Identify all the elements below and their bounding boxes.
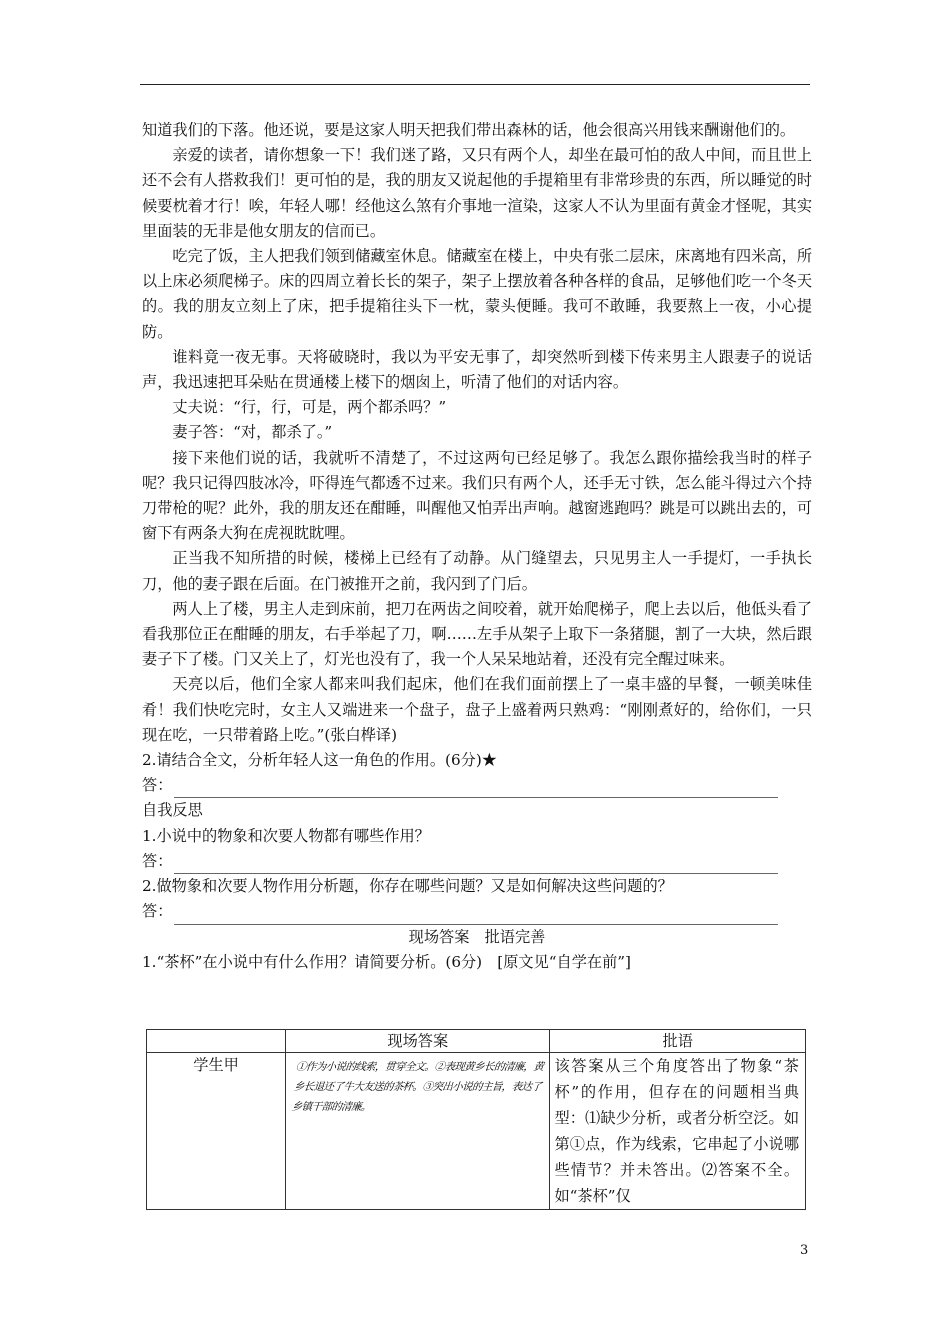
table-header-answer: 现场答案 bbox=[286, 1030, 550, 1053]
task-question-1: 1.“茶杯”在小说中有什么作用？请简要分析。(6分) [原文见“自学在前”] bbox=[142, 952, 631, 971]
answer-label: 答： bbox=[142, 851, 173, 870]
question-2: 2.请结合全文，分析年轻人这一角色的作用。(6分)★ bbox=[142, 751, 497, 770]
answer-review-table bbox=[146, 1029, 806, 1210]
answer-line[interactable] bbox=[174, 906, 778, 925]
page-number: 3 bbox=[800, 1243, 809, 1258]
paragraph: 知道我们的下落。他还说，要是这家人明天把我们带出森林的话，他会很高兴用钱来酬谢他们的。 bbox=[142, 121, 796, 139]
table-header-blank bbox=[147, 1030, 286, 1053]
paragraph: 接下来他们说的话，我就听不清楚了，不过这两句已经足够了。我怎么跟你描绘我当时的样子呢？我只记得四肢冰冷，吓得连气都透不过来。我们只有两个人，还手无寸铁，怎么能斗得过六个持刀带枪的呢？此外，我的朋友还在酣睡，叫醒他又怕弄出声响。越窗逃跑吗？跳是可以跳出去的，可窗下有两条大狗在虎视眈眈哩。 bbox=[142, 448, 812, 543]
remark-cell bbox=[550, 1053, 806, 1210]
answer-line[interactable] bbox=[174, 855, 778, 874]
answer-row-q2 bbox=[142, 773, 812, 798]
paragraph: 丈夫说：“行，行，可是，两个都杀吗？” bbox=[172, 398, 447, 417]
paragraph: 天亮以后，他们全家人都来叫我们起床，他们在我们面前摆上了一桌丰盛的早餐，一顿美味佳肴！我们快吃完时，女主人又端进来一个盘子，盘子上盛着两只熟鸡：“刚刚煮好的，给你们，一只现在吃，一只带着路上吃。”(张白桦译) bbox=[142, 675, 812, 744]
handwritten-answer: ①作为小说的线索，贯穿全文。②表现黄乡长的清廉，黄乡长退还了牛大友送的茶杯。③突出小说的主旨，表达了乡镇干部的清廉。 bbox=[291, 1061, 545, 1113]
answer-line[interactable] bbox=[174, 779, 778, 798]
answer-row-r2 bbox=[142, 899, 812, 924]
answer-label: 答： bbox=[142, 776, 173, 795]
paragraph: 妻子答：“对，都杀了。” bbox=[172, 423, 333, 442]
remark-text: 该答案从三个角度答出了物象“茶杯”的作用，但存在的问题相当典型：⑴缺少分析，或者分析空泛。如第①点，作为线索，它串起了小说哪些情节？并未答出。⑵答案不全。如“茶杯”仅 bbox=[554, 1057, 799, 1205]
table-row bbox=[147, 1053, 806, 1210]
reflection-question-2: 2.做物象和次要人物作用分析题，你存在哪些问题？又是如何解决这些问题的？ bbox=[142, 877, 673, 896]
paragraph: 两人上了楼，男主人走到床前，把刀在两齿之间咬着，就开始爬梯子，爬上去以后，他低头看了看我那位正在酣睡的朋友，右手举起了刀，啊……左手从架子上取下一条猪腿，割了一大块，然后跟妻子下了楼。门又关上了，灯光也没有了，我一个人呆呆地站着，还没有完全醒过味来。 bbox=[142, 599, 812, 669]
handwritten-answer-cell bbox=[286, 1053, 550, 1210]
student-label: 学生甲 bbox=[147, 1053, 286, 1210]
section-heading: 现场答案 批语完善 bbox=[408, 927, 546, 946]
answer-label: 答： bbox=[142, 902, 173, 921]
paragraph: 正当我不知所措的时候，楼梯上已经有了动静。从门缝望去，只见男主人一手提灯，一手执长刀，他的妻子跟在后面。在门被推开之前，我闪到了门后。 bbox=[142, 549, 812, 593]
paragraph: 亲爱的读者，请你想象一下！我们迷了路，又只有两个人，却坐在最可怕的敌人中间，而且世上还不会有人搭救我们！更可怕的是，我的朋友又说起他的手提箱里有非常珍贵的东西，所以睡觉的时候要枕着才行！唉，年轻人哪！经他这么煞有介事地一渲染，这家人不认为里面有黄金才怪呢，其实里面装的无非是他女朋友的信而已。 bbox=[142, 146, 812, 240]
answer-row-r1 bbox=[142, 849, 812, 874]
document-body bbox=[142, 118, 812, 975]
table-header-remark: 批语 bbox=[550, 1030, 806, 1053]
header-rule bbox=[140, 84, 810, 85]
paragraph: 谁料竟一夜无事。天将破晓时，我以为平安无事了，却突然听到楼下传来男主人跟妻子的说话声，我迅速把耳朵贴在贯通楼上楼下的烟囱上，听清了他们的对话内容。 bbox=[142, 347, 812, 392]
paragraph: 吃完了饭，主人把我们领到储藏室休息。储藏室在楼上，中央有张二层床，床离地有四米高，所以上床必须爬梯子。床的四周立着长长的架子，架子上摆放着各种各样的食品，足够他们吃一个冬天的。我的朋友立刻上了床，把手提箱往头下一枕，蒙头便睡。我可不敢睡，我要熬上一夜，小心提防。 bbox=[142, 247, 812, 341]
reflection-question-1: 1.小说中的物象和次要人物都有哪些作用？ bbox=[142, 826, 430, 845]
table-header-row bbox=[147, 1030, 806, 1053]
reflection-title: 自我反思 bbox=[142, 801, 203, 820]
